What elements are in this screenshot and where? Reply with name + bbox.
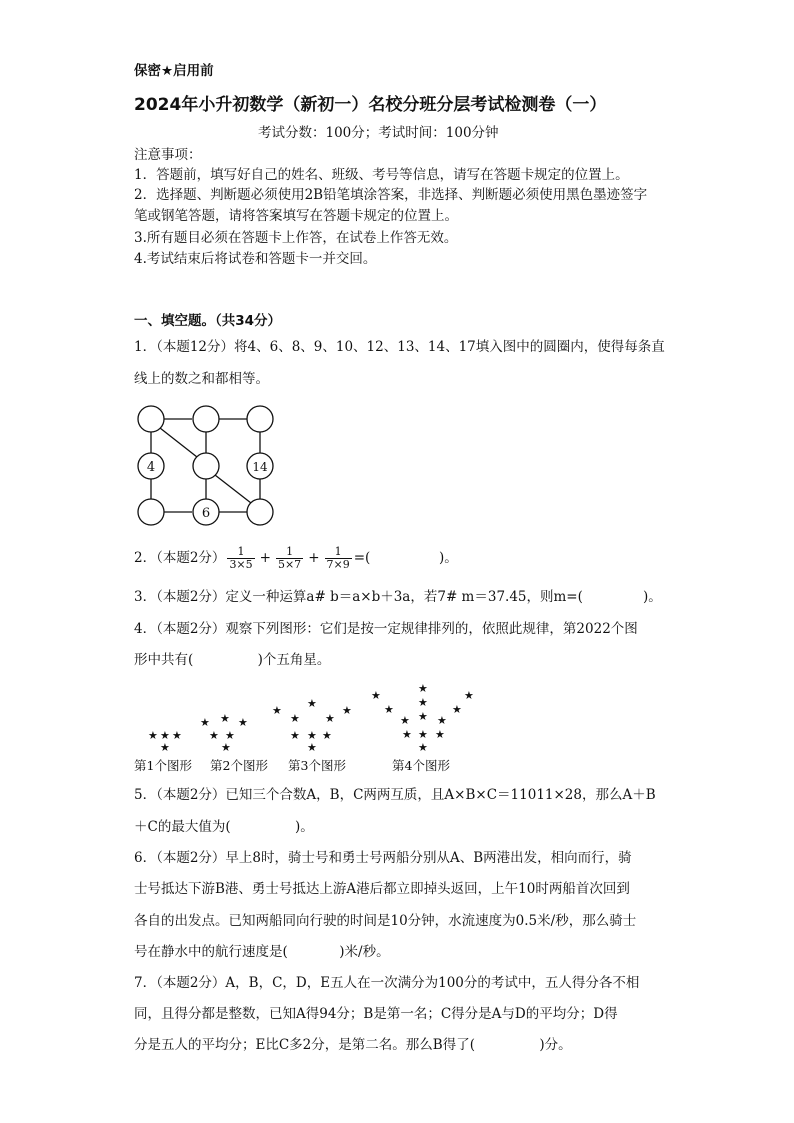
star-icon: ★	[238, 716, 248, 729]
fraction-numerator: 1	[227, 546, 254, 559]
exam-info: 考试分数：100分；考试时间：100分钟	[258, 125, 499, 141]
star-icon: ★	[290, 729, 300, 742]
question-2	[134, 540, 458, 576]
star-icon: ★	[220, 712, 230, 725]
star-icon: ★	[307, 697, 317, 710]
fraction-3	[325, 546, 352, 571]
note-item: 笔或钢笔答题，请将答案填写在答题卡规定的位置上。	[134, 208, 458, 224]
star-icon: ★	[272, 704, 282, 717]
star-icon: ★	[418, 710, 428, 723]
circle-label-mid-right: 14	[252, 460, 268, 474]
question-7-line: 分是五人的平均分；E比C多2分，是第二名。那么B得了( )分。	[134, 1037, 572, 1053]
star-icon: ★	[400, 714, 410, 727]
question-5-line: 5．（本题2分）已知三个合数A，B，C两两互质，且A×B×C＝11011×28，那么A＋B	[134, 787, 656, 803]
question-2-prefix: 2．（本题2分）	[134, 550, 226, 566]
question-7-line: 7．（本题2分）A，B，C，D，E五人在一次满分为100分的考试中，五人得分各不相	[134, 975, 640, 991]
fraction-numerator: 1	[276, 546, 303, 559]
question-4-line: 形中共有( )个五角星。	[134, 652, 331, 668]
star-icon: ★	[225, 729, 235, 742]
circle-top-left	[138, 406, 164, 432]
star-icon: ★	[160, 741, 170, 754]
figure-label: 第2个图形	[210, 758, 268, 773]
circle-diagram	[130, 398, 280, 530]
star-icon: ★	[322, 729, 332, 742]
star-icon: ★	[307, 741, 317, 754]
circle-bottom-right	[247, 499, 273, 525]
question-6-line: 各自的出发点。已知两船同向行驶的时间是10分钟，水流速度为0.5米/秒，那么骑士	[134, 913, 637, 929]
figure-label: 第3个图形	[288, 758, 346, 773]
star-icon: ★	[402, 728, 412, 741]
question-6-line: 士号抵达下游B港、勇士号抵达上游A港后都立即掉头返回，上午10时两船首次回到	[134, 881, 630, 897]
question-6-line: 号在静水中的航行速度是( )米/秒。	[134, 944, 390, 960]
confidential-label: 保密★启用前	[134, 63, 214, 79]
star-icon: ★	[209, 729, 219, 742]
circle-label-bottom-middle: 6	[201, 506, 211, 521]
question-7-line: 同，且得分都是整数，已知A得94分；B是第一名；C得分是A与D的平均分；D得	[134, 1006, 618, 1022]
fraction-denominator: 7×9	[326, 557, 350, 571]
note-item: 4.考试结束后将试卷和答题卡一并交回。	[134, 251, 377, 267]
star-icon: ★	[437, 714, 447, 727]
fraction-denominator: 5×7	[277, 557, 302, 571]
question-5-line: ＋C的最大值为( )。	[134, 819, 314, 835]
question-1-line: 线上的数之和都相等。	[134, 371, 269, 387]
star-icon: ★	[342, 704, 352, 717]
circle-bottom-left	[138, 499, 164, 525]
star-icon: ★	[290, 712, 300, 725]
note-item: 1．答题前，填写好自己的姓名、班级、考号等信息，请写在答题卡规定的位置上。	[134, 167, 629, 183]
star-icon: ★	[148, 729, 158, 742]
star-icon: ★	[325, 712, 335, 725]
star-icon: ★	[200, 716, 210, 729]
note-item: 3.所有题目必须在答题卡上作答，在试卷上作答无效。	[134, 230, 458, 246]
section-heading: 一、填空题。（共34分）	[134, 313, 282, 329]
star-icon: ★	[452, 703, 462, 716]
star-icon: ★	[371, 689, 381, 702]
star-icon: ★	[435, 728, 445, 741]
fraction-numerator: 1	[325, 546, 352, 559]
notes-heading: 注意事项：	[134, 147, 202, 163]
question-3: 3．（本题2分）定义一种运算a# b＝a×b＋3a，若7# m＝37.45，则m=( )。	[134, 589, 662, 605]
star-icon: ★	[307, 729, 317, 742]
star-icon: ★	[160, 729, 170, 742]
star-icon: ★	[172, 729, 182, 742]
figure-label: 第1个图形	[134, 758, 192, 773]
note-item: 2．选择题、判断题必须使用2B铅笔填涂答案，非选择、判断题必须使用黑色墨迹签字	[134, 187, 648, 203]
fraction-2	[276, 546, 303, 571]
question-6-line: 6．（本题2分）早上8时，骑士号和勇士号两船分别从A、B两港出发，相向而行，骑	[134, 850, 632, 866]
plus-sign: +	[259, 550, 271, 566]
page-title: 2024年小升初数学（新初一）名校分班分层考试检测卷（一）	[134, 95, 607, 115]
star-icon: ★	[418, 728, 428, 741]
circle-top-right	[247, 406, 273, 432]
star-icon: ★	[464, 689, 474, 702]
fraction-1	[227, 546, 254, 571]
plus-sign: +	[308, 550, 320, 566]
star-icon: ★	[418, 741, 428, 754]
star-icon: ★	[418, 696, 428, 709]
star-icon: ★	[384, 703, 394, 716]
star-icon: ★	[418, 682, 428, 695]
question-4-line: 4．（本题2分）观察下列图形：它们是按一定规律排列的，依照此规律，第2022个图	[134, 621, 638, 637]
question-1-line: 1．（本题12分）将4、6、8、9、10、12、13、14、17填入图中的圆圈内，使得每条直	[134, 339, 665, 355]
circle-center	[193, 453, 219, 479]
circle-label-mid-left: 4	[146, 460, 156, 475]
answer-blank: =( )。	[353, 550, 458, 566]
figure-label: 第4个图形	[392, 758, 450, 773]
star-icon: ★	[221, 741, 231, 754]
circle-top-middle	[193, 406, 219, 432]
fraction-denominator: 3×5	[229, 557, 253, 571]
